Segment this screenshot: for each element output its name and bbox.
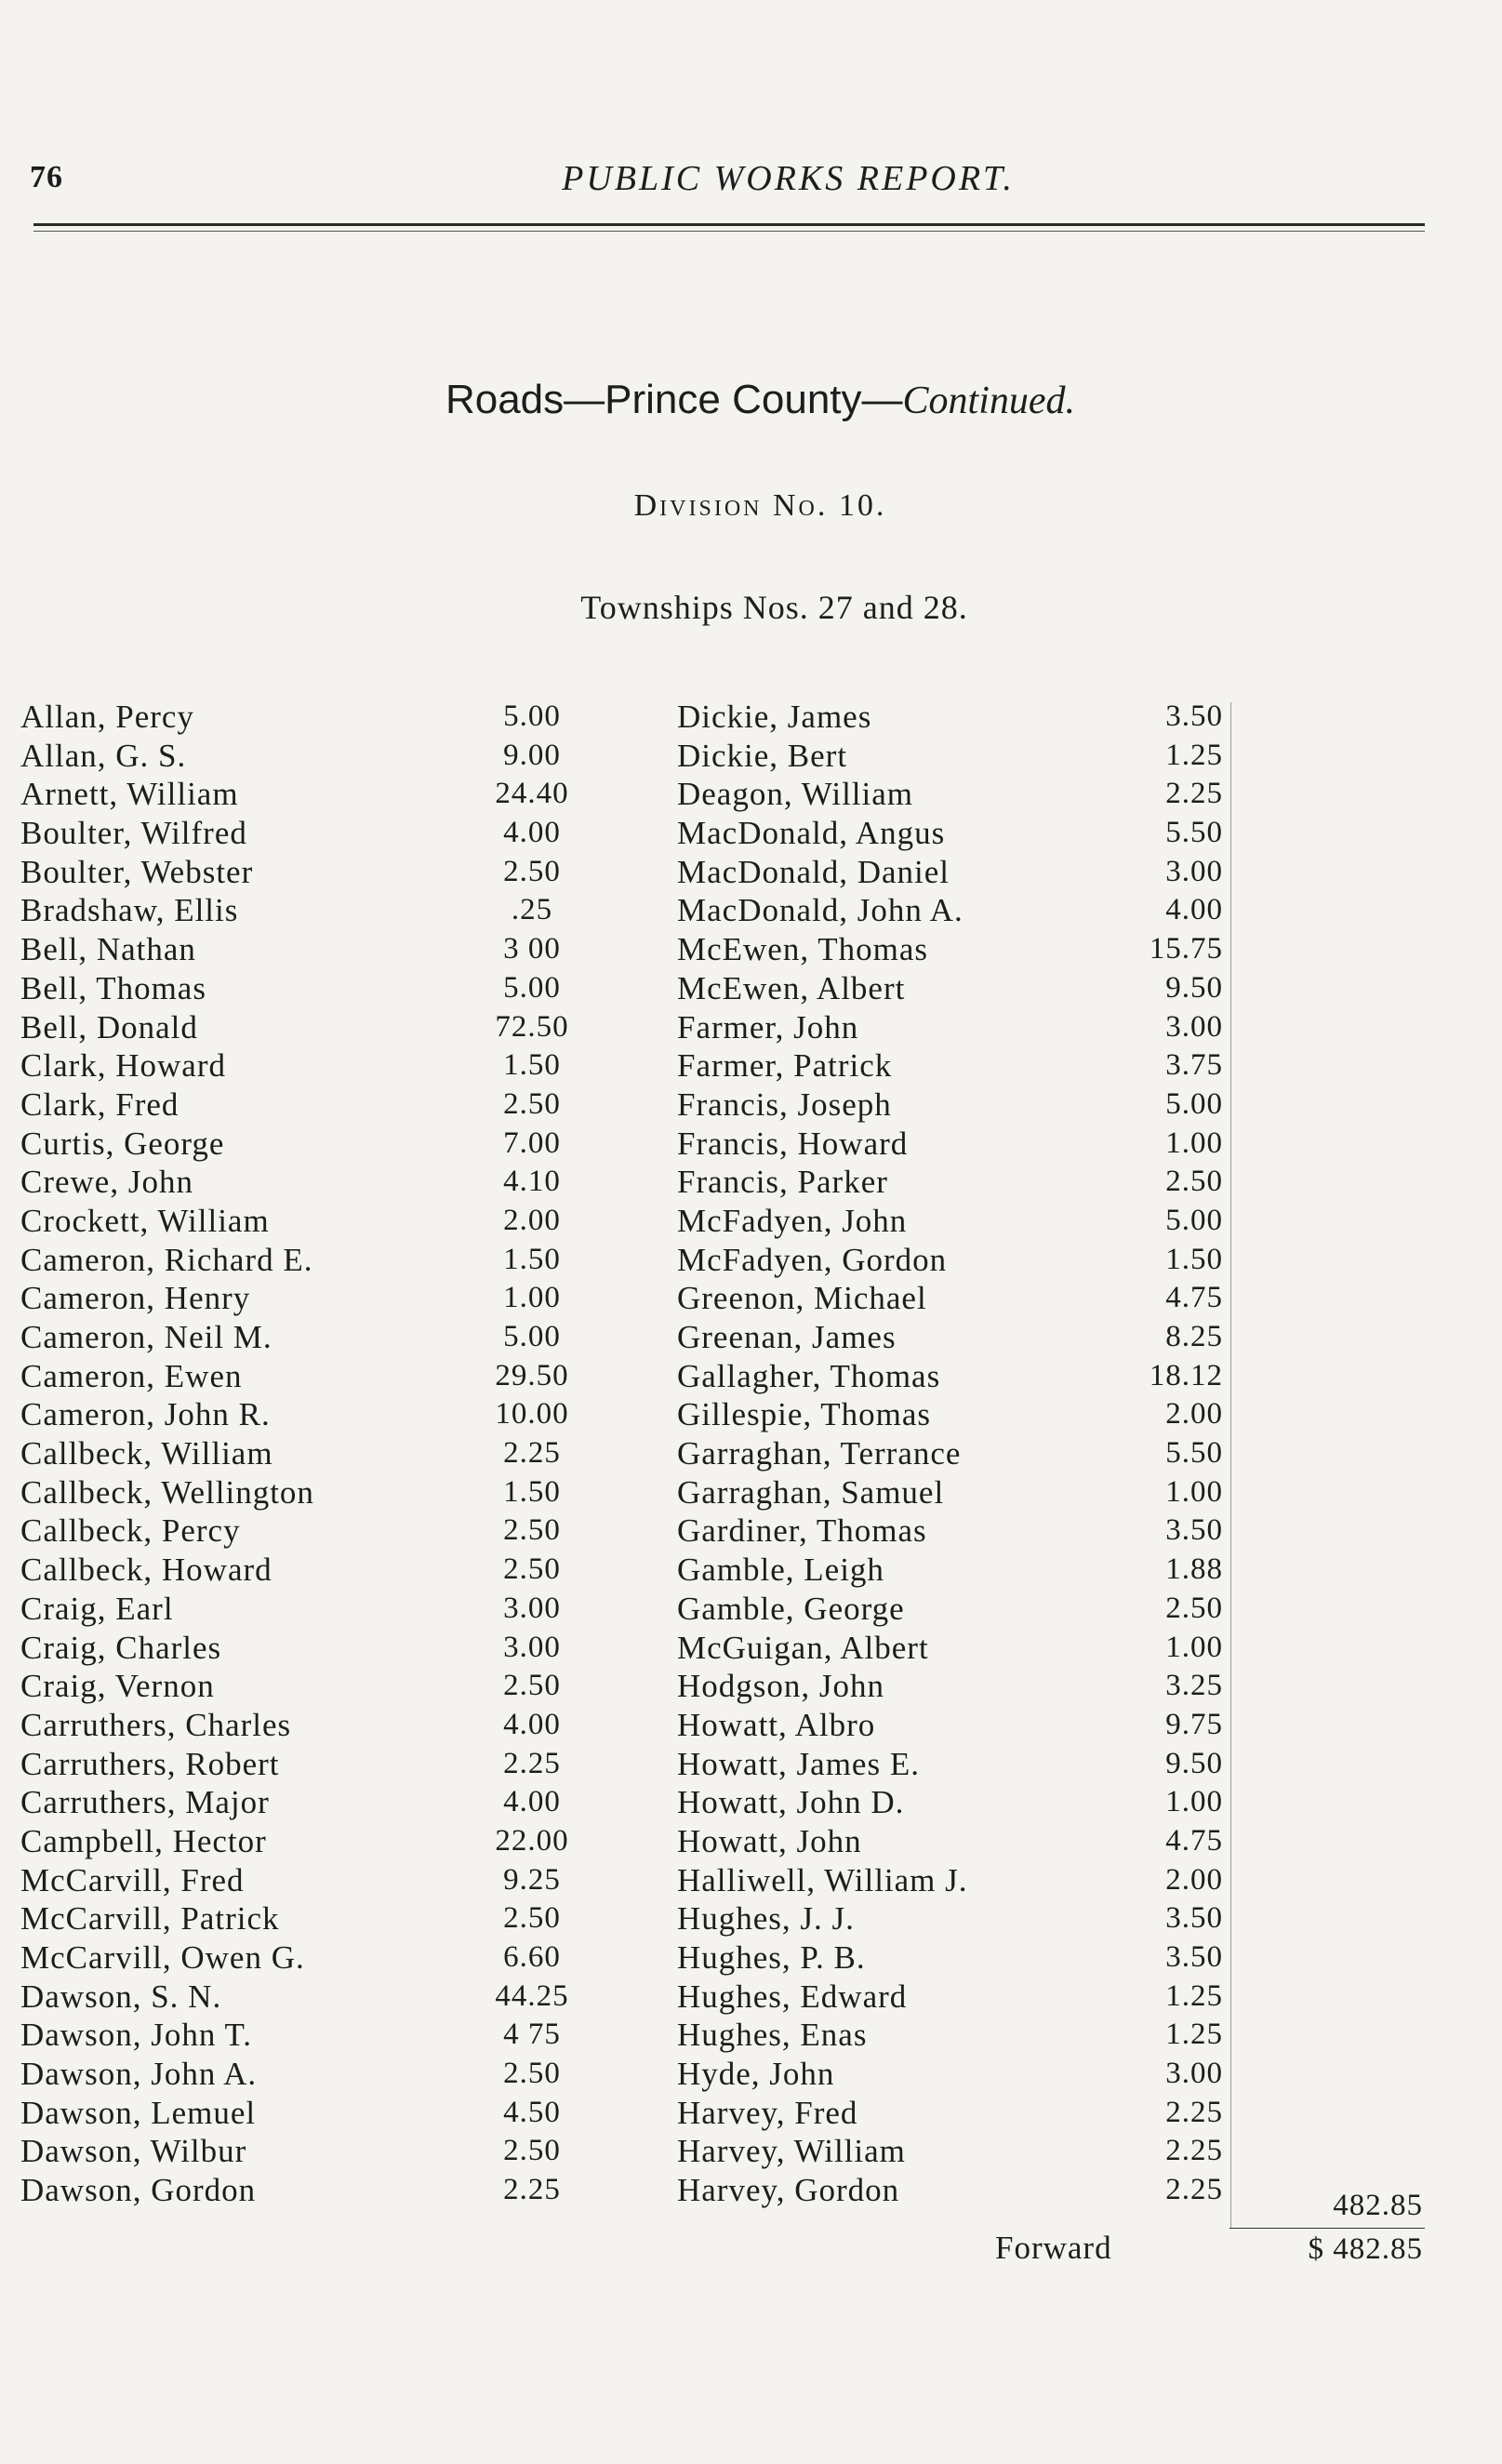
payment-amount: 1.50 <box>1165 1242 1223 1276</box>
ledger-row <box>677 2055 1232 2094</box>
payment-amount: 4.10 <box>503 1165 561 1199</box>
payee-name: Dawson, S. N. <box>20 1978 222 2015</box>
ledger-row <box>677 1163 1232 1202</box>
payment-amount: 4.00 <box>503 1785 561 1819</box>
ledger-row <box>20 1395 597 1434</box>
ledger-row <box>677 1085 1232 1125</box>
payment-amount: 2.50 <box>503 2134 561 2168</box>
payee-name: Garraghan, Samuel <box>677 1473 945 1511</box>
payee-name: Greenan, James <box>677 1319 897 1355</box>
ledger-row <box>20 737 597 776</box>
payment-amount: 2.25 <box>1165 2173 1223 2207</box>
payment-amount: 3.00 <box>1165 2057 1223 2091</box>
ledger-row <box>20 1590 597 1629</box>
ledger-row <box>20 1434 597 1473</box>
payee-name: McCarvill, Fred <box>20 1861 245 1898</box>
ledger-row <box>20 1629 597 1668</box>
ledger-row <box>677 2094 1232 2133</box>
ledger-row <box>677 1046 1232 1085</box>
ledger-row <box>677 891 1232 930</box>
section-title <box>0 377 1502 423</box>
forward-total: $ 482.85 <box>1308 2232 1423 2266</box>
payment-amount: 29.50 <box>495 1358 569 1392</box>
payment-amount: 9.50 <box>1165 970 1223 1005</box>
payment-amount: 2.00 <box>503 1203 561 1237</box>
payee-name: Hughes, Edward <box>677 1978 908 2015</box>
payment-amount: 2.50 <box>503 854 561 888</box>
payee-name: Callbeck, William <box>20 1435 273 1472</box>
payment-amount: 9.75 <box>1165 1707 1223 1741</box>
payment-amount: 3.50 <box>1165 699 1223 733</box>
payee-name: Carruthers, Charles <box>20 1706 292 1743</box>
payee-name: Francis, Howard <box>677 1125 909 1162</box>
payment-amount: 72.50 <box>495 1009 569 1044</box>
payment-amount: 2.50 <box>1165 1591 1223 1625</box>
payment-amount: 3.50 <box>1165 1940 1223 1974</box>
payment-amount: 24.40 <box>495 777 569 811</box>
payee-name: McEwen, Thomas <box>677 931 928 968</box>
payee-name: MacDonald, John A. <box>677 892 964 929</box>
payee-name: Francis, Joseph <box>677 1085 892 1123</box>
payee-name: Dawson, John T. <box>20 2017 252 2054</box>
section-title-main: Roads—Prince County— <box>445 377 903 422</box>
payee-name: McCarvill, Patrick <box>20 1900 280 1938</box>
payee-name: Hughes, P. B. <box>677 1939 866 1976</box>
page-number: 76 <box>30 160 63 194</box>
payment-amount: 2.50 <box>503 1513 561 1548</box>
payee-name: Howatt, John <box>677 1822 862 1859</box>
payee-name: Farmer, Patrick <box>677 1047 893 1085</box>
right-column <box>677 698 1232 2210</box>
ledger-row <box>20 1745 597 1784</box>
payee-name: Bradshaw, Ellis <box>20 892 239 929</box>
ledger-row <box>20 1783 597 1822</box>
amount-column-rule <box>1230 702 1231 2228</box>
payee-name: Crockett, William <box>20 1202 270 1239</box>
payment-amount: 4.00 <box>503 1707 561 1741</box>
payee-name: Craig, Charles <box>20 1629 222 1666</box>
payee-name: Howatt, James E. <box>677 1745 920 1782</box>
payment-amount: 4.00 <box>1165 893 1223 927</box>
ledger-row <box>20 1551 597 1590</box>
payment-amount: 5.00 <box>503 699 561 733</box>
payment-amount: 9.50 <box>1165 1746 1223 1780</box>
ledger-row <box>20 1938 597 1978</box>
payment-amount: 1.50 <box>503 1474 561 1509</box>
ledger-row <box>677 2171 1232 2210</box>
townships-heading: Townships Nos. 27 and 28. <box>580 589 968 626</box>
ledger-row <box>20 1085 597 1125</box>
payee-name: Farmer, John <box>677 1008 859 1046</box>
payment-amount: 3.50 <box>1165 1513 1223 1548</box>
payment-amount: 3.00 <box>1165 854 1223 888</box>
payment-amount: 4.50 <box>503 2095 561 2129</box>
ledger-row <box>677 853 1232 892</box>
payee-name: Cameron, John R. <box>20 1396 271 1433</box>
payee-name: Carruthers, Robert <box>20 1745 280 1782</box>
ledger-row <box>677 1512 1232 1551</box>
payee-name: Dawson, Lemuel <box>20 2094 257 2131</box>
payment-amount: 5.00 <box>1165 1086 1223 1121</box>
payee-name: Hughes, Enas <box>677 2017 868 2054</box>
payee-name: Carruthers, Major <box>20 1784 270 1821</box>
ledger-row <box>677 1783 1232 1822</box>
ledger-row <box>677 1357 1232 1396</box>
payment-amount: .25 <box>511 893 553 927</box>
ledger-row <box>20 1861 597 1900</box>
payee-name: Cameron, Richard E. <box>20 1241 313 1278</box>
payment-amount: 2.25 <box>503 2173 561 2207</box>
payee-name: Clark, Howard <box>20 1047 227 1085</box>
payment-amount: 10.00 <box>495 1397 569 1432</box>
payee-name: Gillespie, Thomas <box>677 1396 931 1433</box>
ledger-row <box>20 2171 597 2210</box>
ledger-row <box>677 1978 1232 2017</box>
ledger-row <box>677 1745 1232 1784</box>
payee-name: Harvey, Gordon <box>677 2172 900 2209</box>
payment-amount: 2.00 <box>1165 1397 1223 1432</box>
ledger-row <box>20 1163 597 1202</box>
payment-amount: 2.50 <box>503 1901 561 1936</box>
payment-amount: 15.75 <box>1149 932 1223 966</box>
ledger-row <box>677 1629 1232 1668</box>
ledger-row <box>677 1938 1232 1978</box>
ledger-row <box>677 1590 1232 1629</box>
payee-name: Dawson, John A. <box>20 2056 258 2093</box>
payment-amount: 2.50 <box>503 1552 561 1587</box>
ledger-row <box>677 930 1232 969</box>
payment-amount: 4.75 <box>1165 1281 1223 1315</box>
payment-amount: 5.00 <box>1165 1203 1223 1237</box>
payee-name: Boulter, Wilfred <box>20 815 247 852</box>
payee-name: McFadyen, Gordon <box>677 1241 948 1278</box>
payee-name: McGuigan, Albert <box>677 1629 929 1666</box>
payee-name: Harvey, William <box>677 2133 906 2170</box>
ledger-row <box>20 969 597 1008</box>
ledger-row <box>20 853 597 892</box>
ledger-row <box>20 1357 597 1396</box>
ledger-row <box>20 1008 597 1047</box>
ledger-row <box>20 1706 597 1745</box>
payment-amount: 2.25 <box>503 1436 561 1471</box>
payment-amount: 1.25 <box>1165 1978 1223 2013</box>
payee-name: Boulter, Webster <box>20 853 254 890</box>
payment-amount: 8.25 <box>1165 1320 1223 1353</box>
ledger-row <box>20 1899 597 1938</box>
ledger-row <box>677 1279 1232 1318</box>
ledger-row <box>677 1008 1232 1047</box>
payment-amount: 18.12 <box>1149 1358 1223 1392</box>
payment-amount: 1.50 <box>503 1242 561 1276</box>
payee-name: Callbeck, Percy <box>20 1512 241 1550</box>
ledger-row <box>677 814 1232 853</box>
ledger-row <box>677 1125 1232 1164</box>
payment-amount: 2.25 <box>503 1746 561 1780</box>
payment-amount: 2.50 <box>1165 1165 1223 1199</box>
payee-name: Bell, Donald <box>20 1008 198 1046</box>
payment-amount: 2.25 <box>1165 2095 1223 2129</box>
ledger-row <box>20 1202 597 1241</box>
payment-amount: 4.75 <box>1165 1823 1223 1858</box>
ledger-row <box>677 1706 1232 1745</box>
payee-name: Gardiner, Thomas <box>677 1512 927 1550</box>
ledger-row <box>677 1473 1232 1512</box>
ledger-row <box>20 775 597 814</box>
ledger-row <box>677 1899 1232 1938</box>
payee-name: Bell, Thomas <box>20 969 206 1006</box>
ledger-row <box>677 2132 1232 2171</box>
ledger-row <box>20 1241 597 1280</box>
payee-name: MacDonald, Angus <box>677 815 946 852</box>
payment-amount: 2.00 <box>1165 1862 1223 1897</box>
ledger-row <box>677 1551 1232 1590</box>
header-rule-thin <box>33 231 1425 232</box>
ledger-row <box>677 1667 1232 1706</box>
payee-name: MacDonald, Daniel <box>677 853 950 890</box>
payee-name: Francis, Parker <box>677 1164 888 1201</box>
ledger-row <box>20 1512 597 1551</box>
payment-amount: 1.88 <box>1165 1552 1223 1587</box>
payment-amount: 4.00 <box>503 816 561 850</box>
payment-amount: 44.25 <box>495 1978 569 2013</box>
payee-name: McFadyen, John <box>677 1202 908 1239</box>
ledger-row <box>20 891 597 930</box>
section-title-suffix: Continued. <box>902 380 1076 422</box>
payment-amount: 3.50 <box>1165 1901 1223 1936</box>
payment-amount: 1.00 <box>503 1281 561 1315</box>
payee-name: Cameron, Neil M. <box>20 1319 272 1355</box>
ledger-row <box>20 698 597 737</box>
payee-name: Crewe, John <box>20 1164 193 1201</box>
column-total: 482.85 <box>1333 2189 1423 2222</box>
ledger-row <box>677 1822 1232 1861</box>
payee-name: Greenon, Michael <box>677 1280 927 1317</box>
payee-name: Dawson, Gordon <box>20 2172 257 2209</box>
payment-amount: 2.50 <box>503 1669 561 1703</box>
ledger-row <box>20 1046 597 1085</box>
payee-name: McCarvill, Owen G. <box>20 1939 305 1976</box>
payee-name: Gallagher, Thomas <box>677 1357 941 1394</box>
payee-name: Hodgson, John <box>677 1668 885 1705</box>
ledger-row <box>20 930 597 969</box>
payee-name: Callbeck, Howard <box>20 1552 272 1589</box>
ledger-row <box>677 1861 1232 1900</box>
payee-name: Craig, Vernon <box>20 1668 215 1705</box>
ledger-row <box>677 1202 1232 1241</box>
ledger-row <box>20 1473 597 1512</box>
payee-name: Campbell, Hector <box>20 1822 267 1859</box>
ledger-row <box>20 2055 597 2094</box>
payee-name: Harvey, Fred <box>677 2094 858 2131</box>
ledger-row <box>677 775 1232 814</box>
ledger-row <box>20 1822 597 1861</box>
payment-amount: 3.25 <box>1165 1669 1223 1703</box>
payee-name: Dickie, James <box>677 699 872 735</box>
payment-amount: 1.00 <box>1165 1630 1223 1664</box>
payment-amount: 1.25 <box>1165 2018 1223 2052</box>
payment-amount: 1.00 <box>1165 1474 1223 1509</box>
ledger-row <box>20 1667 597 1706</box>
payment-amount: 6.60 <box>503 1940 561 1974</box>
ledger-row <box>677 698 1232 737</box>
payee-name: Howatt, Albro <box>677 1706 876 1743</box>
payment-amount: 22.00 <box>495 1823 569 1858</box>
payee-name: Clark, Fred <box>20 1085 179 1123</box>
payee-name: Cameron, Ewen <box>20 1357 243 1394</box>
payment-amount: 3 00 <box>503 932 561 966</box>
payee-name: Garraghan, Terrance <box>677 1435 962 1472</box>
payee-name: Deagon, William <box>677 776 914 813</box>
ledger-row <box>20 1318 597 1357</box>
payment-amount: 9.00 <box>503 738 561 772</box>
payee-name: Allan, G. S. <box>20 737 187 774</box>
payment-amount: 3.00 <box>503 1630 561 1664</box>
payment-amount: 3.00 <box>1165 1009 1223 1044</box>
payee-name: Gamble, Leigh <box>677 1552 884 1589</box>
payee-name: McEwen, Albert <box>677 969 906 1006</box>
payment-amount: 7.00 <box>503 1125 561 1160</box>
payment-amount: 2.50 <box>503 1086 561 1121</box>
payment-amount: 3.00 <box>503 1591 561 1625</box>
payment-amount: 2.50 <box>503 2057 561 2091</box>
payee-name: Dickie, Bert <box>677 737 848 774</box>
payment-amount: 1.00 <box>1165 1785 1223 1819</box>
payee-name: Bell, Nathan <box>20 931 196 968</box>
payment-amount: 5.00 <box>503 970 561 1005</box>
payee-name: Hyde, John <box>677 2056 835 2093</box>
ledger-row <box>677 737 1232 776</box>
payment-amount: 9.25 <box>503 1862 561 1897</box>
payment-amount: 1.00 <box>1165 1125 1223 1160</box>
payee-name: Curtis, George <box>20 1125 225 1162</box>
payment-amount: 2.25 <box>1165 777 1223 811</box>
forward-label: Forward <box>995 2230 1112 2266</box>
ledger-row <box>677 1434 1232 1473</box>
payment-amount: 4 75 <box>503 2018 561 2052</box>
payee-name: Dawson, Wilbur <box>20 2133 247 2170</box>
payment-amount: 5.00 <box>503 1320 561 1353</box>
payment-amount: 1.25 <box>1165 738 1223 772</box>
payee-name: Callbeck, Wellington <box>20 1473 314 1511</box>
ledger-row <box>677 1241 1232 1280</box>
payee-name: Hughes, J. J. <box>677 1900 855 1938</box>
left-column <box>20 698 597 2210</box>
payment-amount: 3.75 <box>1165 1048 1223 1083</box>
ledger-row <box>677 1395 1232 1434</box>
header-rule <box>33 223 1425 226</box>
payee-name: Howatt, John D. <box>677 1784 905 1821</box>
payment-amount: 5.50 <box>1165 816 1223 850</box>
payee-name: Allan, Percy <box>20 699 194 735</box>
payment-amount: 5.50 <box>1165 1436 1223 1471</box>
payment-amount: 2.25 <box>1165 2134 1223 2168</box>
ledger-row <box>677 2016 1232 2055</box>
ledger-row <box>20 1978 597 2017</box>
ledger-row <box>677 969 1232 1008</box>
payment-amount: 1.50 <box>503 1048 561 1083</box>
ledger-row <box>20 814 597 853</box>
payee-name: Gamble, George <box>677 1590 905 1627</box>
ledger-row <box>20 1125 597 1164</box>
payee-name: Cameron, Henry <box>20 1280 251 1317</box>
payee-name: Halliwell, William J. <box>677 1861 968 1898</box>
payee-name: Arnett, William <box>20 776 239 813</box>
total-rule <box>1230 2228 1425 2229</box>
division-heading: Division No. 10. <box>633 488 887 523</box>
payee-name: Craig, Earl <box>20 1590 174 1627</box>
ledger-row <box>20 2016 597 2055</box>
running-title: PUBLIC WORKS REPORT. <box>562 159 1015 198</box>
ledger-row <box>20 2094 597 2133</box>
ledger-row <box>677 1318 1232 1357</box>
ledger-row <box>20 1279 597 1318</box>
ledger-row <box>20 2132 597 2171</box>
